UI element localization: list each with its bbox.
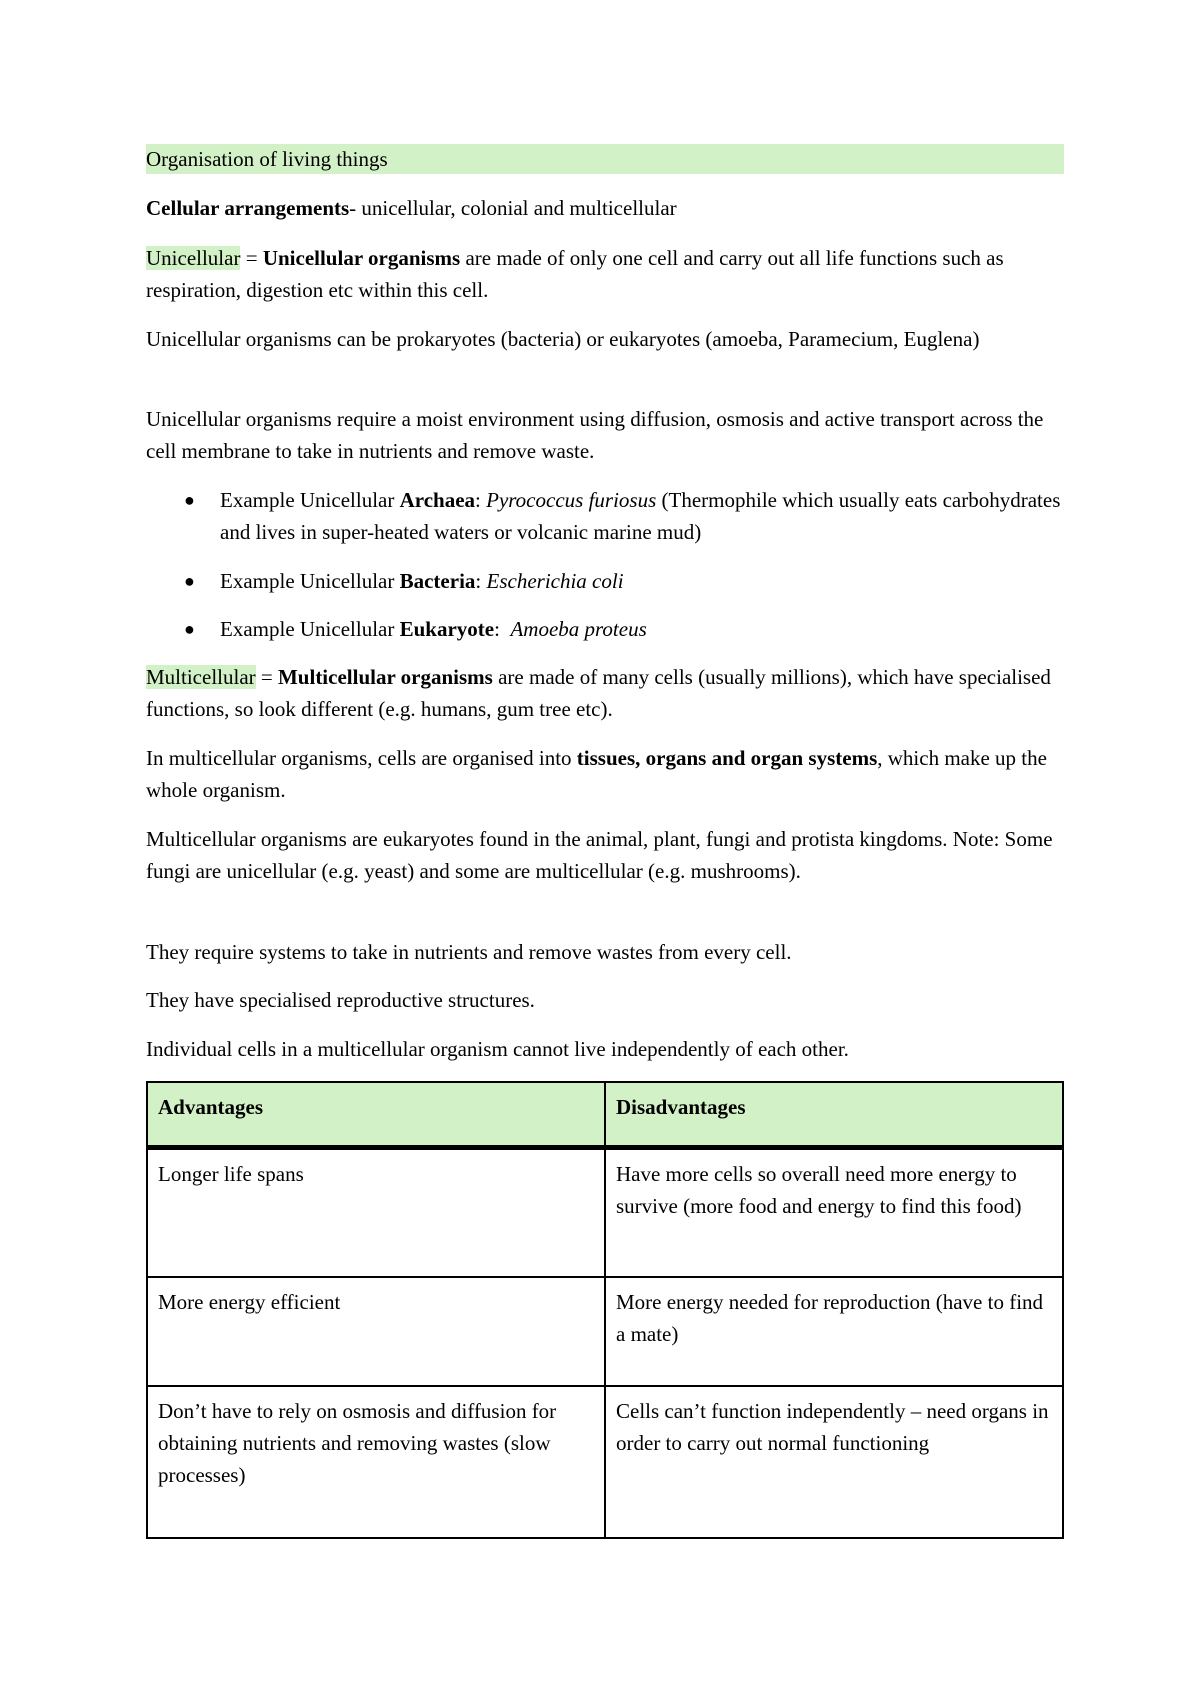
cellular-arrangements-line xyxy=(146,192,1064,224)
section-heading xyxy=(146,144,1064,174)
bullet-icon: ● xyxy=(184,571,195,591)
arrangements-label: Cellular arrangements xyxy=(146,196,350,220)
unicellular-rest: are made of only one cell and carry out all life functions such as respiration, digestion etc within this cell. xyxy=(146,246,1004,302)
header-disadvantages: Disadvantages xyxy=(605,1082,1063,1148)
unicellular-bold: Unicellular organisms xyxy=(262,246,461,270)
arrangements-text: - unicellular, colonial and multicellular xyxy=(349,196,677,220)
table-cell: Cells can’t function independently – need organs in order to carry out normal functioning xyxy=(605,1386,1063,1538)
unicellular-term: Unicellular xyxy=(146,246,241,270)
bullet-text: Example Unicellular Bacteria: Escherichia coli xyxy=(220,569,624,593)
multicellular-bold: Multicellular organisms xyxy=(277,665,493,689)
reproductive-paragraph: They have specialised reproductive structures. xyxy=(146,988,535,1012)
bullet-text: Example Unicellular Archaea: Pyrococcus furiosus (Thermophile which usually eats carbohydrates and lives in super-heated waters or volcanic marine mud) xyxy=(220,488,1061,544)
moist-environment-paragraph: Unicellular organisms require a moist environment using diffusion, osmosis and active transport across the cell membrane to take in nutrients and remove waste. xyxy=(146,407,1044,463)
multicellular-term: Multicellular xyxy=(146,665,256,689)
heading-text: Organisation of living things xyxy=(146,147,388,171)
table-cell: Have more cells so overall need more energy to survive (more food and energy to find this food) xyxy=(605,1148,1063,1278)
table-cell: More energy efficient xyxy=(147,1277,605,1386)
advantages-table xyxy=(146,1081,1064,1539)
multicellular-eq: = xyxy=(255,665,278,689)
header-advantages: Advantages xyxy=(147,1082,605,1148)
prokaryotes-paragraph: Unicellular organisms can be prokaryotes (bacteria) or eukaryotes (amoeba, Paramecium, Euglena) xyxy=(146,327,980,351)
systems-paragraph: They require systems to take in nutrients and remove wastes from every cell. xyxy=(146,940,792,964)
bullet-icon: ● xyxy=(184,619,195,639)
table-row xyxy=(147,1277,1063,1386)
table-row xyxy=(147,1148,1063,1278)
tissues-paragraph: In multicellular organisms, cells are organised into tissues, organs and organ systems, which make up the whole organism. xyxy=(146,746,1047,802)
table-cell: More energy needed for reproduction (have to find a mate) xyxy=(605,1277,1063,1386)
table-cell: Don’t have to rely on osmosis and diffusion for obtaining nutrients and removing wastes (slow processes) xyxy=(147,1386,605,1538)
multicellular-rest: are made of many cells (usually millions), which have specialised functions, so look different (e.g. humans, gum tree etc). xyxy=(146,665,1051,721)
unicellular-eq: = xyxy=(240,246,263,270)
individual-cells-paragraph: Individual cells in a multicellular organism cannot live independently of each other. xyxy=(146,1037,849,1061)
table-header-row xyxy=(147,1082,1063,1148)
table-cell: Longer life spans xyxy=(147,1148,605,1278)
bullet-text: Example Unicellular Eukaryote: Amoeba proteus xyxy=(220,617,647,641)
multicellular-definition xyxy=(146,661,1064,725)
table-row xyxy=(147,1386,1063,1538)
bullet-icon: ● xyxy=(184,490,195,510)
unicellular-definition xyxy=(146,242,1064,306)
eukaryotes-paragraph: Multicellular organisms are eukaryotes found in the animal, plant, fungi and protista kingdoms. Note: Some fungi are unicellular (e.g. yeast) and some are multicellular (e.g. mushrooms). xyxy=(146,827,1053,883)
